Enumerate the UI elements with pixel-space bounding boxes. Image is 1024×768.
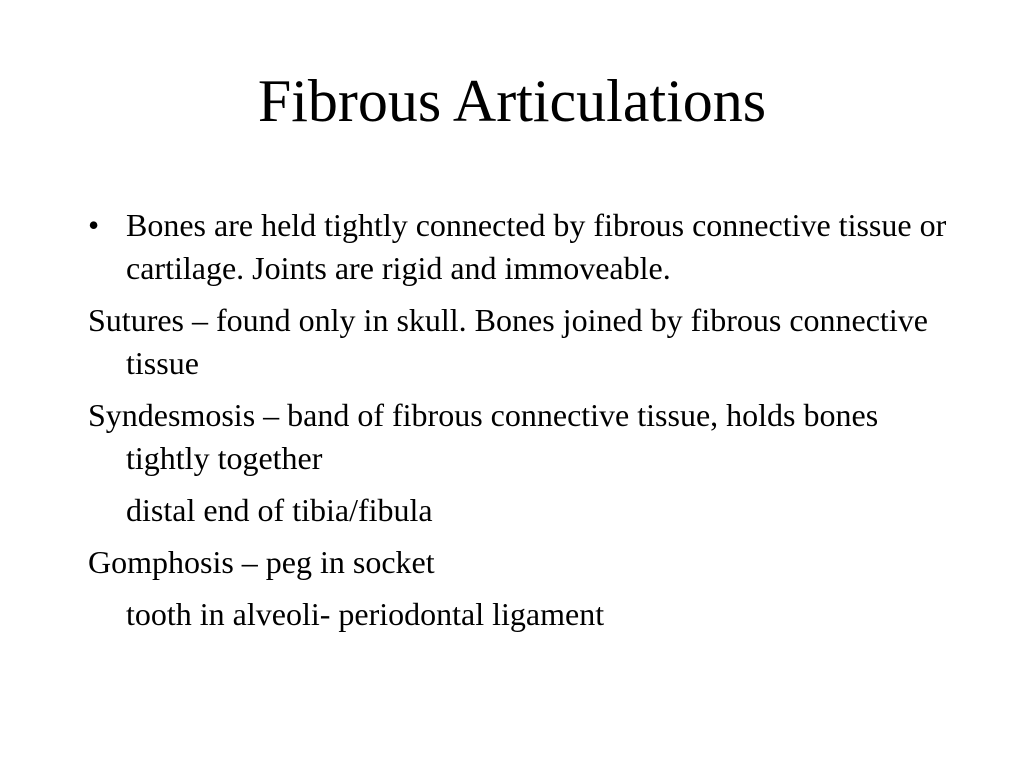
- bullet-icon: •: [88, 207, 100, 243]
- item-gomphosis: Gomphosis – peg in socket: [88, 544, 435, 580]
- bullet-item-bones: [88, 204, 948, 290]
- slide-title: Fibrous Articulations: [257, 68, 767, 134]
- item-syndesmosis: Syndesmosis – band of fibrous connective tissue, holds bones tightly together: [88, 397, 879, 476]
- slide-body: [88, 204, 948, 645]
- bullet-text: Bones are held tightly connected by fibrous connective tissue or cartilage. Joints are rigid and immoveable.: [126, 207, 947, 286]
- item-syndesmosis-example: distal end of tibia/fibula: [126, 492, 433, 528]
- item-sutures: Sutures – found only in skull. Bones joined by fibrous connective tissue: [88, 302, 928, 381]
- item-gomphosis-example: tooth in alveoli- periodontal ligament: [126, 596, 605, 632]
